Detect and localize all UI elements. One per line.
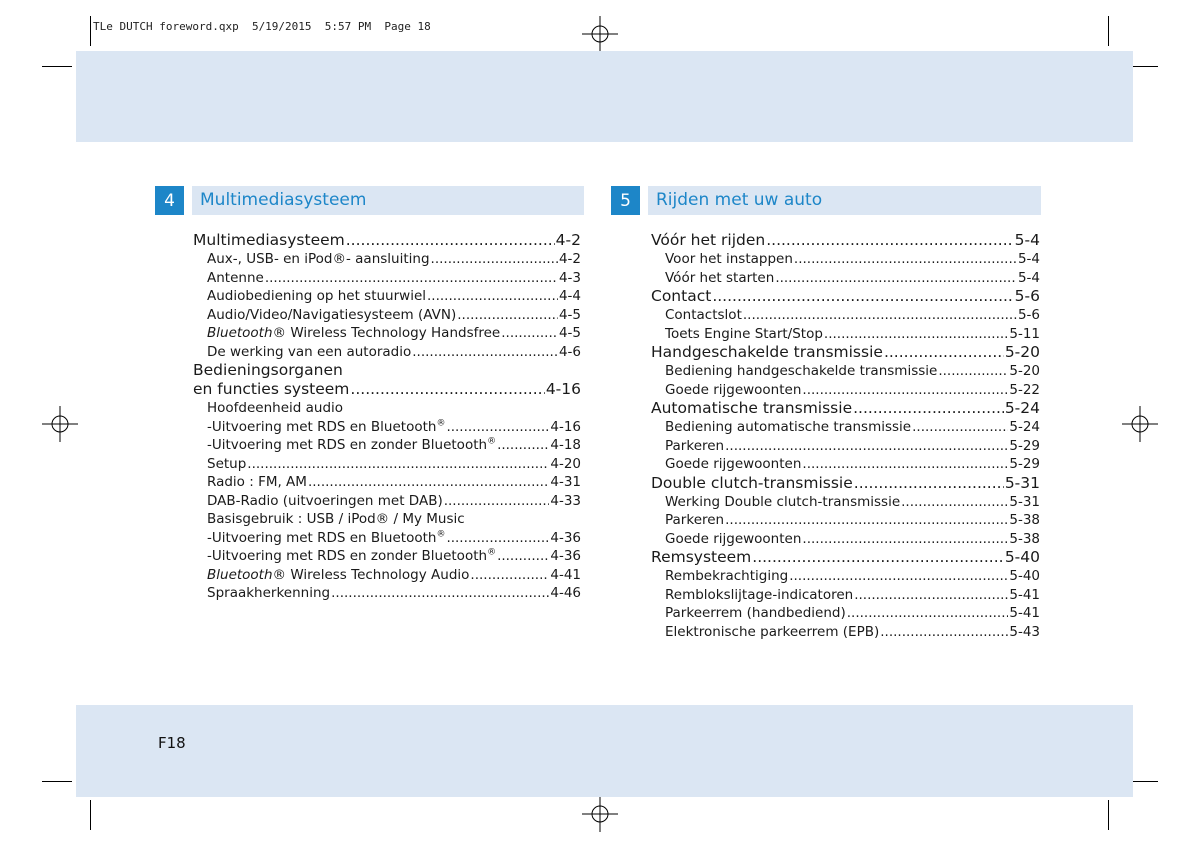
toc-entry-text: Parkeren (665, 437, 725, 454)
toc-entry (651, 381, 1040, 400)
toc-entry (651, 530, 1040, 549)
toc-entry-text: Spraakherkenning (207, 585, 331, 601)
toc-list-right (651, 231, 1040, 641)
leader-dots (847, 604, 1009, 623)
toc-entry-text: -Uitvoering met RDS en zonder Bluetooth (207, 437, 488, 453)
toc-entry-text: Contactslot (665, 307, 742, 323)
toc-entry (651, 567, 1040, 586)
toc-entry (193, 380, 581, 399)
crop-mark (42, 66, 72, 67)
toc-entry-text: -Uitvoering met RDS en Bluetooth (207, 418, 437, 435)
toc-entry-text: Bediening automatische transmissie (665, 419, 912, 435)
leader-dots (350, 380, 544, 399)
toc-entry-label (207, 306, 456, 325)
toc-entry-text: Voor het instappen (665, 251, 793, 267)
section-number: 4 (155, 186, 184, 215)
leader-dots (789, 567, 1008, 586)
leader-dots (743, 306, 1017, 325)
toc-entry-text: Bediening handgeschakelde transmissie (665, 363, 938, 379)
toc-entry (651, 269, 1040, 288)
toc-entry-page: 4-20 (550, 455, 581, 472)
toc-entry (651, 325, 1040, 344)
toc-entry (651, 511, 1040, 530)
toc-entry-label (665, 604, 846, 623)
toc-entry-text: Goede rijgewoonten (665, 456, 802, 472)
toc-entry-page: 4-5 (558, 325, 581, 341)
leader-dots (431, 250, 558, 269)
toc-entry-label (665, 437, 724, 456)
toc-entry-page: 5-11 (1009, 325, 1040, 342)
registered-mark: ® (436, 418, 446, 428)
leader-dots (444, 492, 550, 511)
toc-entry-label (207, 510, 465, 529)
toc-entry-page: 4-31 (550, 474, 581, 490)
toc-entry-label (207, 269, 264, 288)
toc-entry-label (207, 343, 411, 362)
toc-entry-text: Double clutch-transmissie (651, 473, 853, 492)
toc-entry-label (665, 530, 801, 549)
leader-dots (766, 231, 1013, 250)
toc-entry-page: 4-2 (555, 231, 581, 249)
toc-entry-text: Remsysteem (651, 548, 752, 566)
leader-dots (725, 437, 1008, 456)
toc-entry-page: 5-4 (1017, 269, 1040, 286)
leader-dots (446, 418, 549, 437)
toc-entry-text: Radio : FM, AM (207, 474, 307, 490)
toc-entry-text: Audiobediening op het stuurwiel (207, 288, 426, 304)
toc-entry-page: 5-29 (1009, 437, 1040, 454)
toc-entry-page: 5-40 (1004, 548, 1040, 566)
toc-entry (651, 362, 1040, 381)
toc-entry-text: Hoofdeenheid audio (207, 400, 344, 416)
toc-entry-page: 5-6 (1017, 307, 1040, 323)
toc-entry-page: 4-4 (558, 288, 581, 304)
toc-entry-page: 5-4 (1017, 251, 1040, 267)
toc-entry-label (665, 325, 823, 344)
leader-dots (794, 250, 1017, 269)
leader-dots (901, 493, 1008, 512)
toc-entry-page: 5-31 (1009, 493, 1040, 510)
toc-entry-text: -Uitvoering met RDS en Bluetooth (207, 529, 437, 546)
toc-entry-text: Goede rijgewoonten (665, 381, 802, 398)
toc-entry-label (207, 547, 496, 566)
leader-dots (501, 324, 558, 343)
leader-dots (331, 584, 549, 603)
toc-entry-page: 4-5 (558, 306, 581, 323)
leader-dots (880, 623, 1008, 642)
toc-entry-label (207, 399, 343, 418)
crop-mark (1108, 800, 1109, 830)
toc-entry-text: Basisgebruik : USB / iPod® / My Music (207, 511, 465, 527)
toc-entry-text: Vóór het starten (665, 269, 775, 286)
toc-entry (651, 306, 1040, 325)
toc-entry-label (207, 287, 426, 306)
toc-entry-label (665, 511, 724, 530)
toc-entry (193, 566, 581, 585)
toc-entry-text: Contact (651, 287, 712, 305)
leader-dots (308, 473, 549, 492)
toc-entry (193, 547, 581, 566)
toc-entry (193, 231, 581, 250)
toc-entry-page: 5-24 (1009, 419, 1040, 435)
crop-mark (90, 800, 91, 830)
toc-entry (651, 455, 1040, 474)
leader-dots (802, 381, 1008, 400)
toc-entry (651, 548, 1040, 567)
header-band (76, 51, 1133, 142)
toc-entry-label (665, 586, 853, 605)
toc-entry-label (207, 473, 307, 492)
print-slug: TLe DUTCH foreword.qxp 5/19/2015 5:57 PM Page 18 (93, 20, 431, 33)
toc-entry-text: Handgeschakelde transmissie (651, 343, 883, 361)
toc-entry-text: Setup (207, 455, 247, 472)
toc-entry (193, 510, 581, 529)
toc-entry-page: 4-16 (545, 380, 581, 398)
toc-entry (193, 455, 581, 474)
toc-entry (651, 343, 1040, 362)
toc-entry-page: 4-6 (558, 343, 581, 360)
toc-entry (193, 250, 581, 269)
toc-entry-text: Goede rijgewoonten (665, 530, 802, 547)
toc-entry-text: Bedieningsorganen (193, 361, 343, 379)
toc-entry (651, 493, 1040, 512)
toc-entry (651, 231, 1040, 250)
toc-entry-page: 5-38 (1009, 530, 1040, 547)
toc-entry-label (665, 306, 742, 325)
crop-mark (90, 16, 91, 46)
crop-mark (1108, 16, 1109, 46)
leader-dots (802, 530, 1008, 549)
toc-entry-page: 4-16 (550, 418, 581, 435)
registration-mark-icon (42, 406, 78, 442)
toc-entry-label (207, 455, 246, 474)
leader-dots (775, 269, 1017, 288)
section-number: 5 (611, 186, 640, 215)
toc-entry-text: Wireless Technology Handsfree (286, 325, 501, 341)
leader-dots (497, 547, 549, 566)
leader-dots (752, 548, 1004, 567)
toc-entry-text: De werking van een autoradio (207, 343, 412, 360)
section-4-header (155, 186, 584, 215)
section-5-header (611, 186, 1041, 215)
toc-entry-page: 4-41 (550, 566, 581, 583)
toc-entry-label (207, 324, 500, 343)
section-title: Rijden met uw auto (648, 186, 1041, 215)
toc-entry-page: 5-43 (1009, 623, 1040, 640)
toc-entry-label (651, 548, 751, 567)
toc-entry (193, 418, 581, 437)
toc-entry-text: Parkeren (665, 512, 725, 528)
leader-dots (497, 436, 549, 455)
toc-entry-page: 4-18 (550, 437, 581, 453)
toc-entry-text: DAB-Radio (uitvoeringen met DAB) (207, 492, 443, 509)
toc-entry-text: en functies systeem (193, 380, 350, 398)
toc-entry-label (207, 529, 445, 548)
toc-entry-label (651, 287, 711, 306)
toc-entry-text: Automatische transmissie (651, 399, 853, 417)
leader-dots (854, 474, 1004, 493)
toc-entry-page: 5-20 (1009, 363, 1040, 379)
leader-dots (247, 455, 549, 474)
toc-entry-label (665, 623, 879, 642)
registration-mark-icon (582, 796, 618, 832)
toc-entry-label (665, 567, 788, 586)
toc-entry-label (665, 455, 801, 474)
toc-entry-label (651, 474, 853, 493)
toc-entry-page: 5-41 (1009, 605, 1040, 621)
toc-entry (193, 343, 581, 362)
registered-mark: ® (436, 529, 446, 539)
leader-dots (457, 306, 558, 325)
toc-entry-label (207, 250, 430, 269)
registered-mark: ® (487, 436, 497, 447)
toc-entry (651, 437, 1040, 456)
toc-entry (193, 287, 581, 306)
toc-entry (193, 361, 581, 380)
leader-dots (912, 418, 1008, 437)
toc-list-left (193, 231, 581, 603)
toc-entry-text: Rembekrachtiging (665, 568, 789, 584)
footer-band (76, 705, 1133, 797)
toc-entry (651, 604, 1040, 623)
toc-entry (651, 474, 1040, 493)
toc-entry (651, 623, 1040, 642)
toc-entry (193, 399, 581, 418)
toc-entry-page: 4-36 (550, 548, 581, 564)
toc-entry-page: 5-24 (1004, 399, 1040, 417)
toc-entry-text: Audio/Video/Navigatiesysteem (AVN) (207, 306, 457, 323)
page-number: F18 (158, 734, 186, 752)
toc-entry-page: 5-4 (1014, 231, 1040, 249)
registration-mark-icon (1122, 406, 1158, 442)
toc-entry-label (665, 418, 911, 437)
toc-entry-page: 5-29 (1009, 456, 1040, 472)
toc-entry (651, 287, 1040, 306)
toc-entry-label-italic: Bluetooth® (207, 325, 287, 341)
toc-entry (651, 399, 1040, 418)
leader-dots (427, 287, 558, 306)
toc-entry-text: Aux-, USB- en iPod®- aansluiting (207, 251, 430, 267)
toc-entry-label (665, 493, 900, 512)
toc-entry-label (207, 436, 496, 455)
toc-entry (193, 492, 581, 511)
toc-entry-text: Wireless Technology Audio (286, 566, 470, 583)
toc-entry (193, 473, 581, 492)
toc-entry-text: Werking Double clutch-transmissie (665, 493, 901, 510)
toc-entry-page: 5-38 (1009, 512, 1040, 528)
toc-entry-page: 5-6 (1014, 287, 1040, 305)
toc-entry (193, 584, 581, 603)
crop-mark (42, 781, 72, 782)
leader-dots (470, 566, 549, 585)
toc-entry-label (665, 250, 793, 269)
leader-dots (884, 343, 1004, 362)
toc-entry-page: 5-41 (1009, 586, 1040, 603)
toc-entry (193, 269, 581, 288)
toc-entry-page: 5-40 (1009, 568, 1040, 584)
toc-entry-page: 4-36 (550, 529, 581, 546)
toc-entry-label (665, 381, 801, 400)
toc-entry-text: Vóór het rijden (651, 231, 766, 249)
leader-dots (446, 529, 549, 548)
toc-entry (651, 418, 1040, 437)
toc-entry-page: 4-33 (550, 492, 581, 509)
leader-dots (824, 325, 1008, 344)
leader-dots (346, 231, 555, 250)
leader-dots (853, 399, 1004, 418)
toc-entry-label (193, 380, 349, 399)
toc-entry-label (207, 418, 445, 437)
leader-dots (412, 343, 558, 362)
toc-entry (651, 250, 1040, 269)
toc-entry (193, 529, 581, 548)
toc-entry-text: Antenne (207, 269, 264, 286)
registered-mark: ® (487, 547, 497, 558)
toc-entry-label-italic: Bluetooth® (207, 566, 287, 583)
toc-entry-label (665, 362, 937, 381)
toc-entry (193, 306, 581, 325)
toc-entry-label (207, 492, 443, 511)
toc-entry-page: 4-3 (558, 269, 581, 286)
toc-entry-page: 4-2 (558, 251, 581, 267)
toc-entry (651, 586, 1040, 605)
leader-dots (938, 362, 1008, 381)
toc-entry-page: 5-20 (1004, 343, 1040, 361)
toc-entry-label (651, 343, 883, 362)
toc-entry-text: Parkeerrem (handbediend) (665, 605, 846, 621)
toc-entry-text: Remblokslijtage-indicatoren (665, 586, 854, 603)
toc-entry-label (193, 231, 345, 250)
toc-entry-label (207, 584, 330, 603)
toc-entry-text: Elektronische parkeerrem (EPB) (665, 623, 880, 640)
leader-dots (712, 287, 1013, 306)
toc-entry-text: Toets Engine Start/Stop (665, 325, 823, 342)
toc-entry-label (665, 269, 774, 288)
toc-entry-label (193, 361, 343, 380)
toc-entry-text: Multimediasysteem (193, 231, 345, 249)
toc-entry-label (651, 399, 852, 418)
toc-entry-label (651, 231, 765, 250)
registration-mark-icon (582, 16, 618, 52)
toc-entry-page: 4-46 (550, 585, 581, 601)
toc-entry-label (207, 566, 469, 585)
toc-entry (193, 436, 581, 455)
toc-entry-text: -Uitvoering met RDS en zonder Bluetooth (207, 548, 488, 564)
section-title: Multimediasysteem (192, 186, 584, 215)
leader-dots (725, 511, 1008, 530)
toc-entry-page: 5-22 (1009, 381, 1040, 398)
leader-dots (802, 455, 1008, 474)
toc-entry-page: 5-31 (1004, 473, 1040, 492)
leader-dots (265, 269, 558, 288)
leader-dots (854, 586, 1008, 605)
toc-entry (193, 324, 581, 343)
